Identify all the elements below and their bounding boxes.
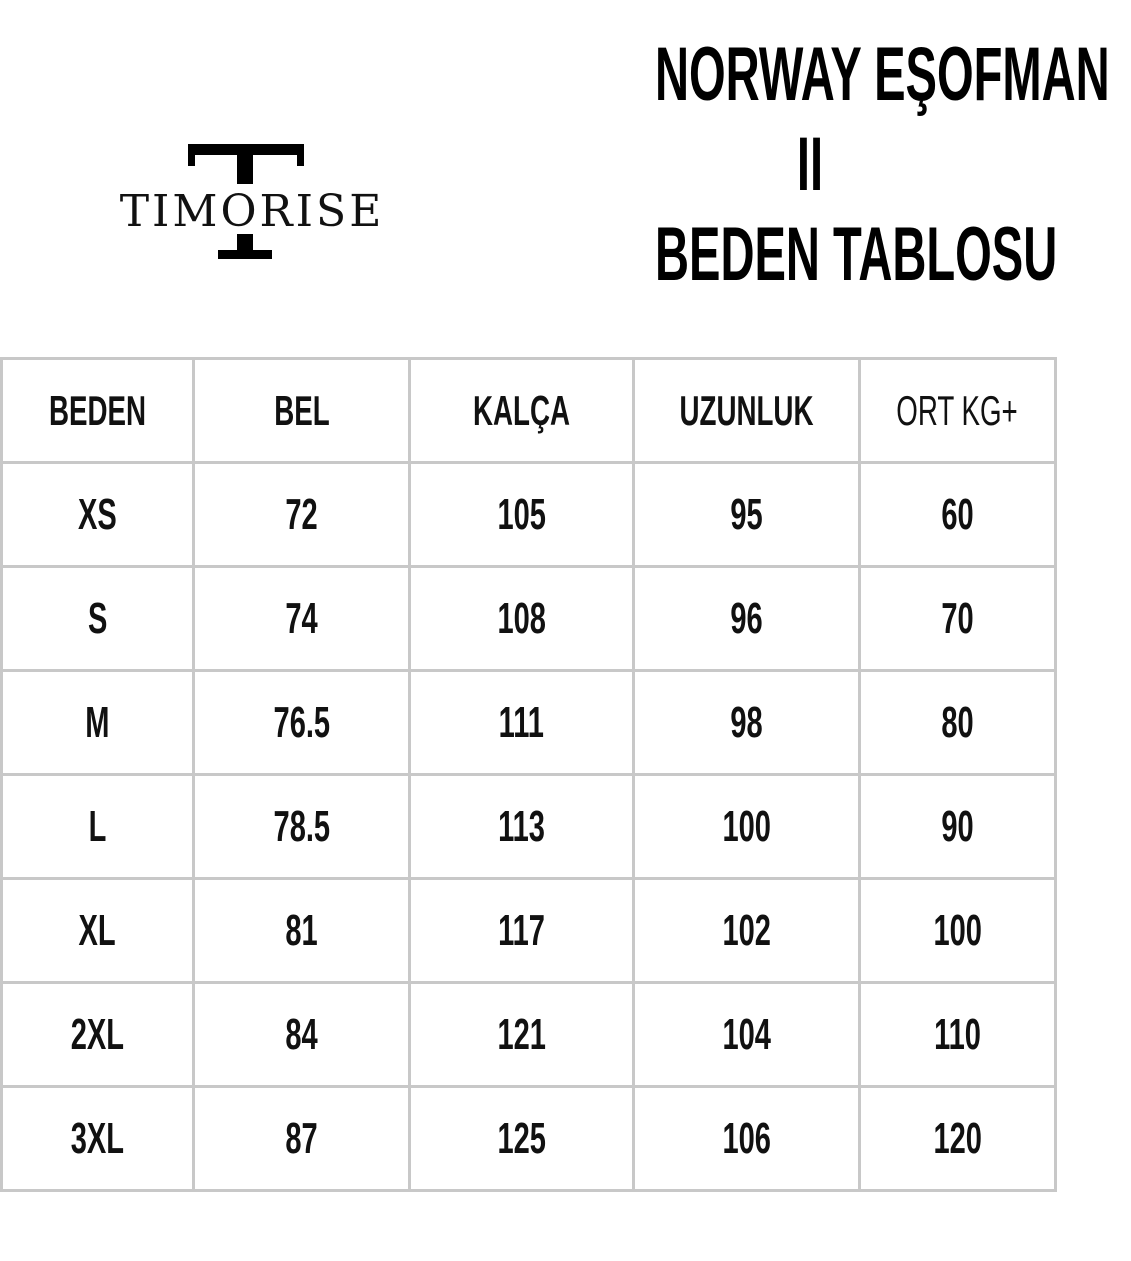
- cell-value: 100: [722, 801, 771, 851]
- table-cell: [410, 671, 634, 775]
- header-ort-kg: [860, 359, 1056, 463]
- table-cell: [860, 775, 1056, 879]
- table-cell: [194, 775, 410, 879]
- table-row: [2, 775, 1056, 879]
- table-cell: [2, 1087, 194, 1191]
- table-cell: [194, 463, 410, 567]
- header-bel: [194, 359, 410, 463]
- cell-value: M: [85, 697, 110, 747]
- cell-value: S: [87, 593, 108, 643]
- cell-value: 87: [285, 1113, 318, 1163]
- logo-wordmark: TIMORISE: [119, 186, 385, 237]
- header-uzunluk: [634, 359, 860, 463]
- cell-value: L: [88, 801, 107, 851]
- header-kalca: [410, 359, 634, 463]
- table-cell: [2, 775, 194, 879]
- cell-value: 120: [933, 1113, 982, 1163]
- table-cell: [410, 983, 634, 1087]
- table-header-row: [2, 359, 1056, 463]
- table-cell: [2, 879, 194, 983]
- table-cell: [410, 775, 634, 879]
- page-title: [560, 30, 1110, 300]
- cell-value: XS: [78, 489, 117, 539]
- table-cell: [194, 1087, 410, 1191]
- cell-value: XL: [78, 905, 117, 955]
- table-cell: [410, 1087, 634, 1191]
- table-cell: [860, 567, 1056, 671]
- table-cell: [860, 983, 1056, 1087]
- cell-value: 76.5: [273, 697, 330, 747]
- table-cell: [410, 463, 634, 567]
- header-label: BEL: [273, 386, 330, 434]
- cell-value: 80: [941, 697, 974, 747]
- cell-value: 60: [941, 489, 974, 539]
- title-line-1: NORWAY EŞOFMAN: [655, 32, 1110, 117]
- cell-value: 121: [497, 1009, 546, 1059]
- table-cell: [860, 1087, 1056, 1191]
- table-cell: [634, 567, 860, 671]
- table-row: [2, 567, 1056, 671]
- table-cell: [634, 879, 860, 983]
- header-label: UZUNLUK: [679, 386, 814, 434]
- table-cell: [634, 1087, 860, 1191]
- table-row: [2, 879, 1056, 983]
- table-cell: [194, 567, 410, 671]
- table-cell: [2, 567, 194, 671]
- cell-value: 125: [497, 1113, 546, 1163]
- table-cell: [410, 879, 634, 983]
- cell-value: 81: [285, 905, 318, 955]
- cell-value: 106: [722, 1113, 771, 1163]
- cell-value: 74: [285, 593, 318, 643]
- table-cell: [2, 671, 194, 775]
- cell-value: 2XL: [70, 1009, 125, 1059]
- brand-logo: [100, 130, 400, 270]
- table-row: [2, 983, 1056, 1087]
- cell-value: 117: [498, 905, 545, 955]
- table-cell: [634, 671, 860, 775]
- table-cell: [410, 567, 634, 671]
- table-row: [2, 671, 1056, 775]
- header-label: KALÇA: [472, 386, 570, 434]
- table-cell: [860, 671, 1056, 775]
- cell-value: 108: [497, 593, 546, 643]
- table-row: [2, 463, 1056, 567]
- header-beden: [2, 359, 194, 463]
- table-cell: [634, 463, 860, 567]
- cell-value: 84: [285, 1009, 318, 1059]
- cell-value: 105: [497, 489, 546, 539]
- table-cell: [634, 775, 860, 879]
- table-cell: [2, 983, 194, 1087]
- header-label: ORT KG+: [896, 386, 1019, 434]
- cell-value: 98: [730, 697, 763, 747]
- table-cell: [634, 983, 860, 1087]
- table-cell: [860, 879, 1056, 983]
- cell-value: 3XL: [70, 1113, 125, 1163]
- table-cell: [194, 879, 410, 983]
- header-label: BEDEN: [48, 386, 147, 434]
- table-row: [2, 1087, 1056, 1191]
- cell-value: 104: [722, 1009, 771, 1059]
- cell-value: 102: [722, 905, 771, 955]
- cell-value: 96: [730, 593, 763, 643]
- title-line-3: BEDEN TABLOSU: [655, 212, 1058, 297]
- cell-value: 95: [730, 489, 763, 539]
- cell-value: 100: [933, 905, 982, 955]
- cell-value: 70: [941, 593, 974, 643]
- cell-value: 111: [498, 697, 545, 747]
- table-cell: [194, 983, 410, 1087]
- cell-value: 110: [934, 1009, 981, 1059]
- size-chart-table: [0, 357, 1057, 1192]
- cell-value: 78.5: [273, 801, 330, 851]
- table-cell: [860, 463, 1056, 567]
- cell-value: 113: [498, 801, 545, 851]
- cell-value: 90: [941, 801, 974, 851]
- table-cell: [2, 463, 194, 567]
- cell-value: 72: [285, 489, 318, 539]
- title-line-2: II: [796, 122, 824, 207]
- table-cell: [194, 671, 410, 775]
